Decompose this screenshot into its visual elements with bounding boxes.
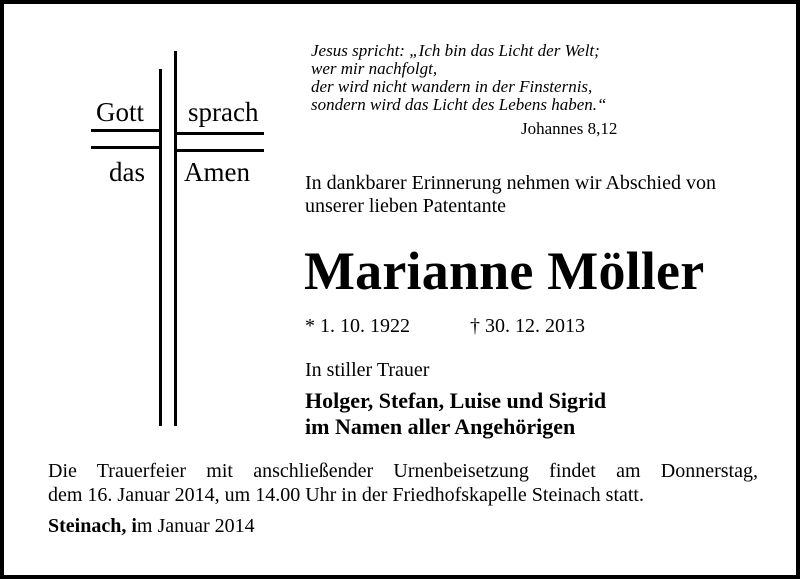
birth-date: * 1. 10. 1922 [305,315,410,337]
cross-horizontal-top-right [174,132,264,135]
scripture-quote [311,42,606,114]
deceased-name: Marianne Möller [304,241,705,301]
cross-vertical-right [174,51,177,426]
scripture-line: wer mir nachfolgt, [311,59,438,78]
signoff [48,515,255,538]
signoff-place: Steinach, i [48,515,137,537]
mourning-intro: In stiller Trauer [305,359,430,381]
cross-word-amen: Amen [184,157,250,187]
cross-horizontal-bottom [91,146,161,149]
scripture-line: sondern wird das Licht des Lebens haben.“ [311,95,607,114]
funeral-details: Die Trauerfeier mit anschließender Urnenbeisetzung findet am Donnerstag, dem 16. Januar 2014, um 14.00 Uhr in der Friedhofskapelle Steinach statt. [48,460,758,506]
death-date: † 30. 12. 2013 [470,315,585,337]
cross-word-das: das [109,157,145,187]
mourners-names: Holger, Stefan, Luise und Sigrid im Namen aller Angehörigen [305,388,607,439]
scripture-line: der wird nicht wandern in der Finsternis, [311,77,593,96]
cross-word-sprach: sprach [188,97,259,127]
scripture-line: Jesus spricht: „Ich bin das Licht der Welt; [311,41,600,60]
cross-horizontal-top [91,129,161,132]
farewell-intro: In dankbarer Erinnerung nehmen wir Abschied von unserer lieben Patentante [305,172,716,217]
scripture-reference: Johannes 8,12 [521,119,618,138]
signoff-date: m Januar 2014 [136,515,255,537]
cross-word-gott: Gott [96,97,145,127]
cross-horizontal-bottom-right [174,149,264,152]
cross-vertical-left [159,69,162,426]
